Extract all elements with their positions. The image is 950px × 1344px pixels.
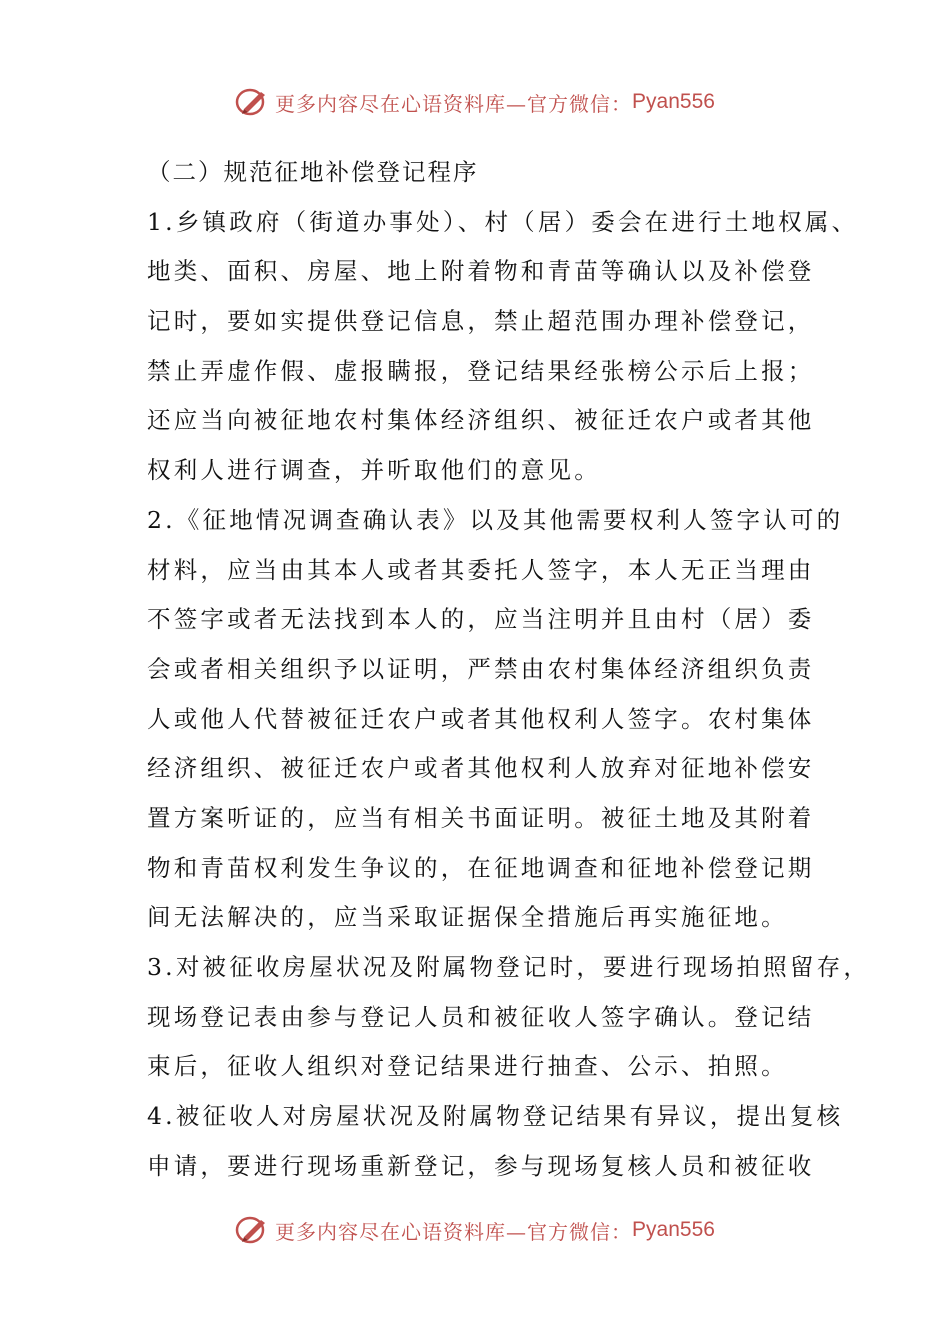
text-line: 现场登记表由参与登记人员和被征收人签字确认。登记结	[147, 1002, 815, 1031]
text-line: 不签字或者无法找到本人的，应当注明并且由村（居）委	[147, 605, 815, 634]
text-line: 束后，征收人组织对登记结果进行抽查、公示、拍照。	[147, 1052, 788, 1081]
text-line: 地类、面积、房屋、地上附着物和青苗等确认以及补偿登	[147, 257, 815, 286]
footer-watermark	[0, 1212, 950, 1248]
text-line: 禁止弄虚作假、虚报瞒报，登记结果经张榜公示后上报；	[147, 356, 815, 385]
pen-logo-icon	[235, 87, 269, 117]
text-line: 2.《征地情况调查确认表》以及其他需要权利人签字认可的	[147, 505, 844, 534]
text-line: 记时，要如实提供登记信息，禁止超范围办理补偿登记，	[147, 307, 815, 336]
watermark-text: 更多内容尽在心语资料库—官方微信：	[275, 1219, 633, 1244]
text-line: 物和青苗权利发生争议的，在征地调查和征地补偿登记期	[147, 853, 815, 882]
text-line: 申请，要进行现场重新登记，参与现场复核人员和被征收	[147, 1151, 815, 1180]
text-line: 1.乡镇政府（街道办事处）、村（居）委会在进行土地权属、	[147, 207, 859, 236]
text-line: 权利人进行调查，并听取他们的意见。	[147, 456, 601, 485]
text-line: 置方案听证的，应当有相关书面证明。被征土地及其附着	[147, 803, 815, 832]
text-line: 经济组织、被征迁农户或者其他权利人放弃对征地补偿安	[147, 754, 815, 783]
text-line: 会或者相关组织予以证明，严禁由农村集体经济组织负责	[147, 654, 815, 683]
watermark-wechat-id: Pyan556	[632, 1218, 715, 1241]
text-line: 人或他人代替被征迁农户或者其他权利人签字。农村集体	[147, 704, 815, 733]
watermark-text: 更多内容尽在心语资料库—官方微信：	[275, 91, 633, 116]
document-body	[147, 148, 871, 1191]
text-line: 3.对被征收房屋状况及附属物登记时，要进行现场拍照留存，	[147, 953, 871, 981]
text-line: 4.被征收人对房屋状况及附属物登记结果有异议，提出复核	[147, 1102, 844, 1131]
pen-logo-icon	[235, 1215, 269, 1245]
text-line: 还应当向被征地农村集体经济组织、被征迁农户或者其他	[147, 406, 815, 435]
text-line: 间无法解决的，应当采取证据保全措施后再实施征地。	[147, 903, 788, 932]
text-line: 材料，应当由其本人或者其委托人签字，本人无正当理由	[147, 555, 815, 584]
watermark-wechat-id: Pyan556	[632, 90, 715, 113]
section-heading: （二）规范征地补偿登记程序	[147, 158, 479, 186]
header-watermark	[0, 84, 950, 120]
